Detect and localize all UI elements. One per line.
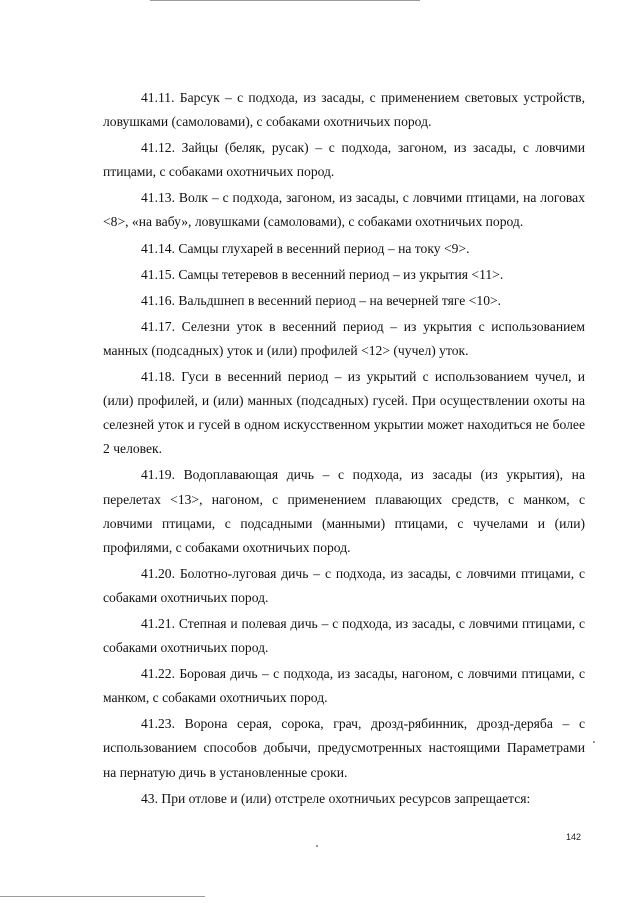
paragraph-41-15: 41.15. Самцы тетеревов в весенний период – из укрытия <11>. <box>141 266 504 282</box>
paragraph-41-18: 41.18. Гуси в весенний период – из укрытий с использованием чучел, и (или) профилей, и (или) манных (подсадных) гусей. При осуществлении охоты на селезней уток и гусей в одном искусственном укрытии может находиться не более 2 человек. <box>103 369 585 457</box>
paragraph-41-16: 41.16. Вальдшнеп в весенний период – на вечерней тяге <10>. <box>141 292 502 308</box>
page-number: 142 <box>566 832 582 842</box>
bottom-scan-rule <box>0 896 205 897</box>
paragraph-41-23: 41.23. Ворона серая, сорока, грач, дрозд-рябинник, дрозд-деряба – с использованием способов добычи, предусмотренных настоящими Параметрами на пернатую дичь в установленные сроки. <box>103 716 585 780</box>
paragraph-41-14: 41.14. Самцы глухарей в весенний период – на току <9>. <box>141 240 470 256</box>
scan-speck <box>316 845 318 847</box>
document-body <box>103 86 585 813</box>
paragraph-41-22: 41.22. Боровая дичь – с подхода, из засады, нагоном, с ловчими птицами, с манком, с собаками охотничьих пород. <box>103 666 585 706</box>
paragraph-41-13: 41.13. Волк – с подхода, загоном, из засады, с ловчими птицами, на логовах <8>, «на вабу», ловушками (самоловами), с собаками охотничьих пород. <box>103 190 585 230</box>
paragraph-41-21: 41.21. Степная и полевая дичь – с подхода, из засады, с ловчими птицами, с собаками охотничьих пород. <box>103 615 585 656</box>
paragraph-43: 43. При отлове и (или) отстреле охотничьих ресурсов запрещается: <box>141 790 531 806</box>
top-scan-rule <box>150 0 420 1</box>
paragraph-41-11: 41.11. Барсук – с подхода, из засады, с применением световых устройств, ловушками (самоловами), с собаками охотничьих пород. <box>103 90 585 130</box>
paragraph-41-19: 41.19. Водоплавающая дичь – с подхода, из засады (из укрытия), на перелетах <13>, нагоном, с применением плавающих средств, с манком, с ловчими птицами, с подсадными (манными) птицами, с чучелами и (или) профилями, с собаками охотничьих пород. <box>103 467 585 555</box>
paragraph-41-20: 41.20. Болотно-луговая дичь – с подхода, из засады, с ловчими птицами, с собаками охотничьих пород. <box>103 565 585 605</box>
scan-speck <box>593 741 595 743</box>
paragraph-41-12: 41.12. Зайцы (беляк, русак) – с подхода, загоном, из засады, с ловчими птицами, с собаками охотничьих пород. <box>103 140 585 180</box>
paragraph-41-17: 41.17. Селезни уток в весенний период – из укрытия с использованием манных (подсадных) уток и (или) профилей <12> (чучел) уток. <box>103 318 585 358</box>
